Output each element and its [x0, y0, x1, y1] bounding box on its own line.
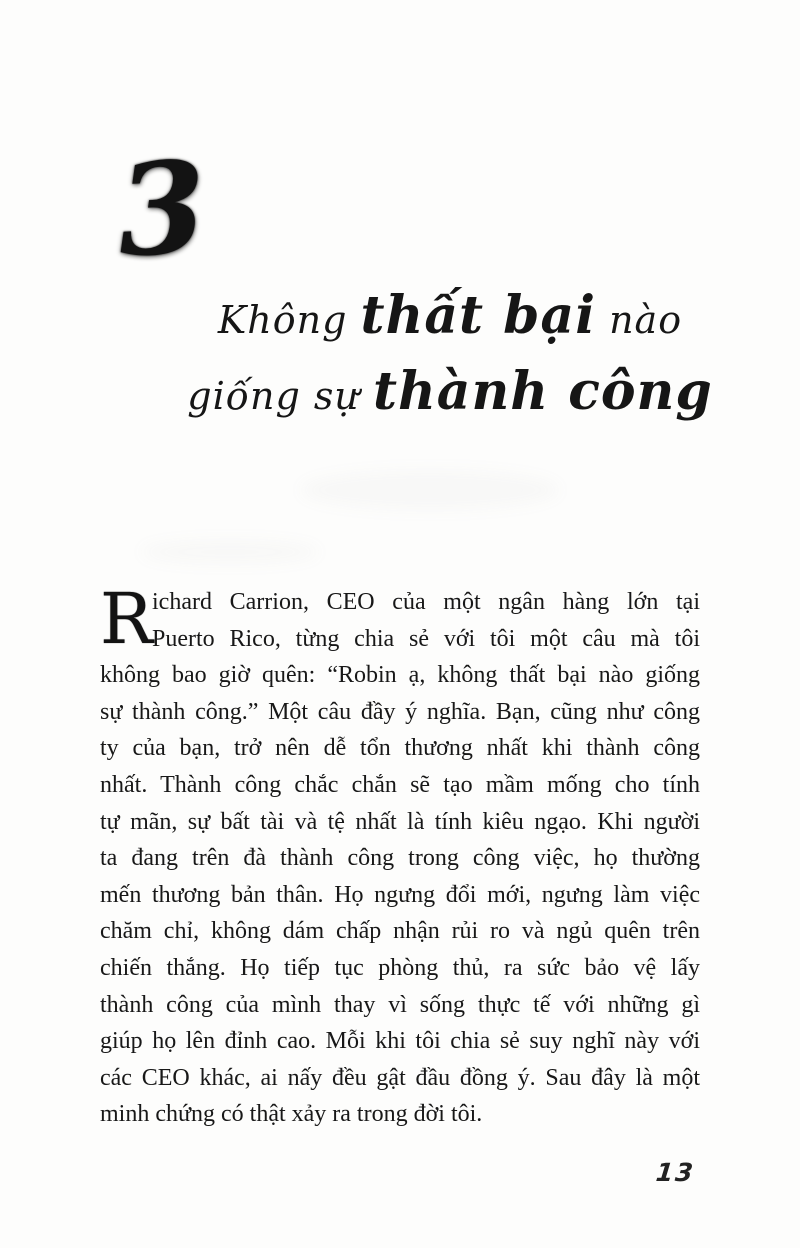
scan-smudge — [300, 470, 560, 510]
chapter-title-line-1 — [95, 284, 800, 360]
body-line: chăm chỉ, không dám chấp nhận rủi ro và ngủ quên trên — [100, 918, 700, 945]
drop-cap-initial: R — [100, 578, 153, 660]
body-paragraph — [100, 578, 700, 1133]
body-line: không bao giờ quên: “Robin ạ, không thất bại nào giống — [100, 662, 700, 689]
title-segment: nào — [595, 298, 683, 342]
chapter-title-line-2 — [95, 360, 800, 436]
body-line: các CEO khác, ai nấy đều gật đầu đồng ý. Sau đây là một — [100, 1064, 700, 1091]
title-segment: giống sự — [187, 374, 373, 418]
body-line: ty của bạn, trở nên dễ tổn thương nhất khi thành công — [100, 735, 700, 762]
page-number: 13 — [654, 1158, 697, 1187]
body-line: giúp họ lên đỉnh cao. Mỗi khi tôi chia sẻ suy nghĩ này với — [100, 1028, 700, 1055]
body-line: sự thành công.” Một câu đầy ý nghĩa. Bạn, cũng như công — [100, 698, 700, 725]
title-segment-emphasis: thất bại — [360, 285, 596, 346]
body-line: tự mãn, sự bất tài và tệ nhất là tính kiêu ngạo. Khi người — [100, 808, 700, 835]
body-line: ichard Carrion, CEO của một ngân hàng lớn tại — [152, 589, 700, 615]
chapter-title — [95, 284, 800, 436]
body-line: nhất. Thành công chắc chắn sẽ tạo mầm mống cho tính — [100, 771, 700, 798]
chapter-number: 3 — [114, 132, 210, 286]
body-line: mến thương bản thân. Họ ngưng đổi mới, ngưng làm việc — [100, 881, 700, 908]
body-line: ta đang trên đà thành công trong công việc, họ thường — [100, 845, 700, 872]
title-segment-emphasis: thành công — [372, 361, 713, 422]
body-line: chiến thắng. Họ tiếp tục phòng thủ, ra sức bảo vệ lấy — [100, 954, 700, 981]
body-line: thành công của mình thay vì sống thực tế với những gì — [100, 991, 700, 1018]
body-line: Puerto Rico, từng chia sẻ với tôi một câu mà tôi — [152, 625, 700, 652]
title-segment: Không — [217, 298, 361, 342]
scan-smudge — [140, 540, 320, 564]
body-line: minh chứng có thật xảy ra trong đời tôi. — [100, 1101, 483, 1128]
